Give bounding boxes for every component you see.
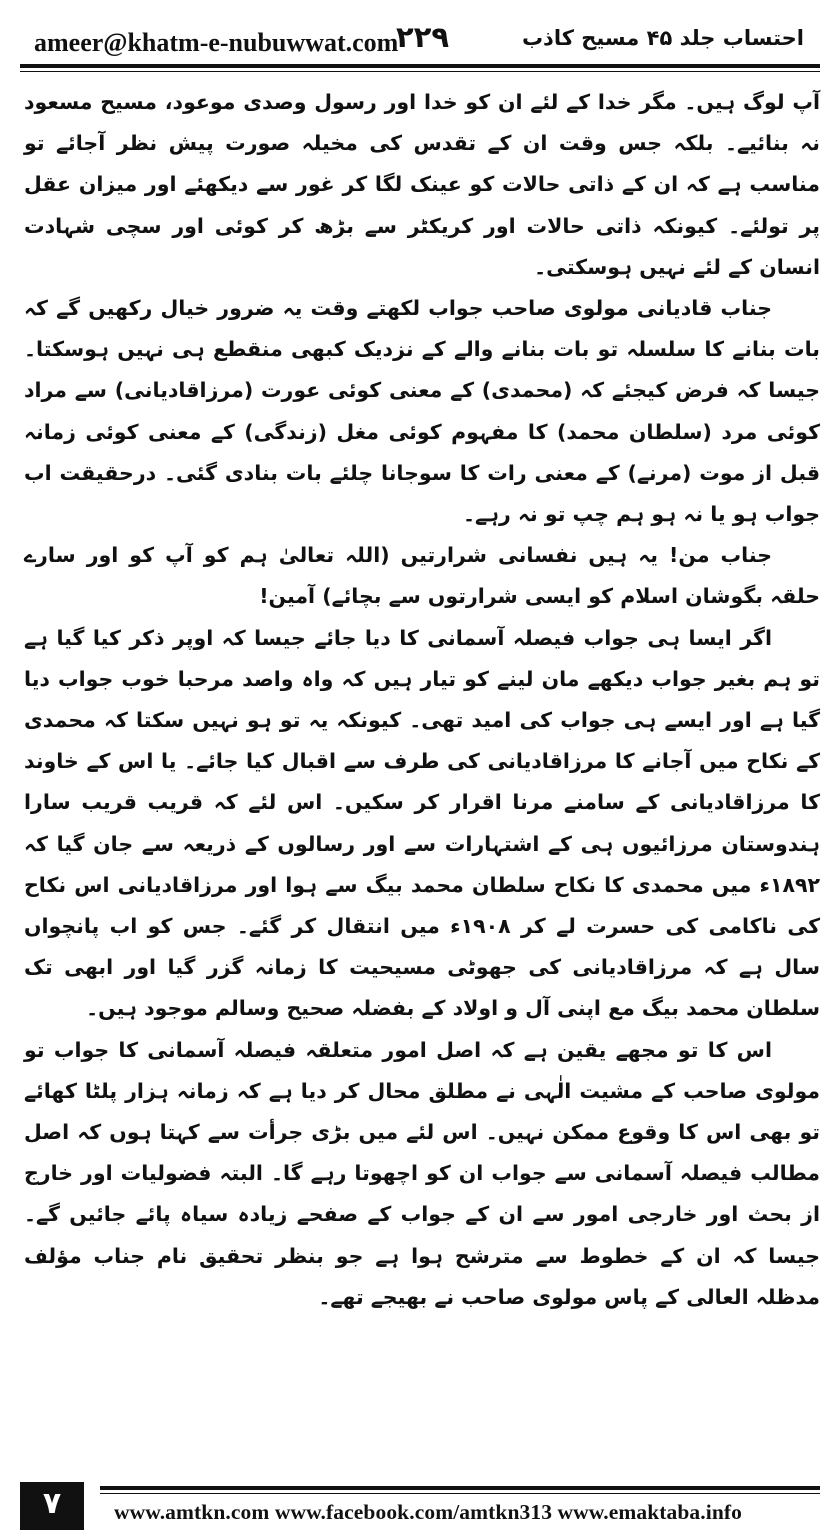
paragraph-5: اس کا تو مجھے یقین ہے کہ اصل امور متعلقہ فیصلہ آسمانی کا جواب تو مولوی صاحب کے مشیت الٰہی نے مطلق محال کر دیا ہے کہ زمانہ ہزار پلٹا کھائے تو بھی اس کا وقوع ممکن نہیں۔ اس لئے میں بڑی جرأت سے کہتا ہوں کہ اصل مطالب فیصلہ آسمانی سے جواب ان کو اچھوتا رہے گا۔ البتہ فضولیات اور خارج از بحث اور خارجی امور سے ان کے جواب کے صفحے زیادہ سیاہ پائے جائیں گے۔ جیسا کہ ان کے خطوط سے مترشح ہوا ہے جو بنظر تحقیق نام جناب مؤلف مدظلہ العالی کے پاس مولوی صاحب نے بھیجے تھے۔ (24, 1037, 820, 1309)
footer-divider (100, 1486, 820, 1490)
page-header (24, 14, 816, 58)
footer-page-badge (20, 1482, 84, 1530)
page-body (24, 82, 820, 1452)
paragraph-1: آپ لوگ ہیں۔ مگر خدا کے لئے ان کو خدا اور رسول وصدی موعود، مسیح مسعود نہ بنائیے۔ بلکہ جس وقت ان کے تقدس کی مخیلہ صورت پیش نظر آجائے تو مناسب ہے کہ ان کے ذاتی حالات کو عینک لگا کر غور سے دیکھئے اور میزان عقل پر تولئے۔ کیونکہ ذاتی حالات اور کریکٹر سے بڑھ کر کوئی اور سچی شہادت انسان کے لئے نہیں ہوسکتی۔ (24, 90, 820, 279)
header-page-number: ۲۲۹ (396, 20, 450, 54)
header-email: ameer@khatm-e-nubuwwat.com (34, 28, 399, 57)
paragraph-2: جناب قادیانی مولوی صاحب جواب لکھتے وقت یہ ضرور خیال رکھیں گے کہ بات بنانے کا سلسلہ تو بات بنانے والے کے نزدیک کبھی منقطع ہی نہیں ہوسکتا۔ جیسا کہ فرض کیجئے کہ (محمدی) کے معنی کوئی عورت (مرزاقادیانی) سے مراد کوئی مرد (سلطان محمد) کا مفہوم کوئی مغل (زندگی) کے معنی کوئی زمانہ قبل از موت (مرنے) کے معنی رات کا سوجانا چلئے بات بنادی گئی۔ درحقیقت اب جواب ہو یا نہ ہو ہم چپ تو نہ رہے۔ (24, 296, 820, 527)
header-divider-thin (20, 71, 820, 72)
page-footer (20, 1482, 820, 1530)
paragraph-4: اگر ایسا ہی جواب فیصلہ آسمانی کا دیا جائے جیسا کہ اوپر ذکر کیا گیا ہے تو ہم بغیر جواب دیکھے مان لینے کو تیار ہیں کہ واہ واصد مرحبا خوب جواب دیا گیا ہے اور ایسے ہی جواب کی امید تھی۔ کیونکہ یہ تو ہو نہیں سکتا کہ محمدی کے نکاح میں آجانے کا مرزاقادیانی کی طرف سے اقبال کیا جائے۔ یا اس کے خاوند کا مرزاقادیانی کے سامنے مرنا اقرار کر سکیں۔ اس لئے کہ قریب قریب سارا ہندوستان مرزائیوں ہی کے اشتہارات سے اور رسالوں کے ذریعہ سے جان گیا کہ ۱۸۹۲ء میں محمدی کا نکاح سلطان محمد بیگ سے ہوا اور مرزاقادیانی اس نکاح کی ناکامی کی حسرت لے کر ۱۹۰۸ء میں انتقال کر گئے۔ جس کو اب پانچواں سال ہے کہ مرزاقادیانی کی جھوٹی مسیحیت کا زمانہ گزر گیا اور ابھی تک سلطان محمد بیگ مع اپنی آل و اولاد کے بفضلہ صحیح وسالم موجود ہیں۔ (24, 625, 820, 1021)
footer-divider-thin (100, 1493, 820, 1494)
header-title: احتساب جلد ۴۵ مسیح کاذب (521, 26, 804, 50)
paragraph-3: جناب من! یہ ہیں نفسانی شرارتیں (اللہ تعالیٰ ہم کو آپ کو اور سارے حلقہ بگوشان اسلام کو ایسی شرارتوں سے بچائے) آمین! (24, 543, 820, 609)
footer-page-index: ۷ (42, 1486, 62, 1521)
footer-links: www.amtkn.com www.facebook.com/amtkn313 www.emaktaba.info (114, 1500, 743, 1524)
header-divider (20, 64, 820, 68)
